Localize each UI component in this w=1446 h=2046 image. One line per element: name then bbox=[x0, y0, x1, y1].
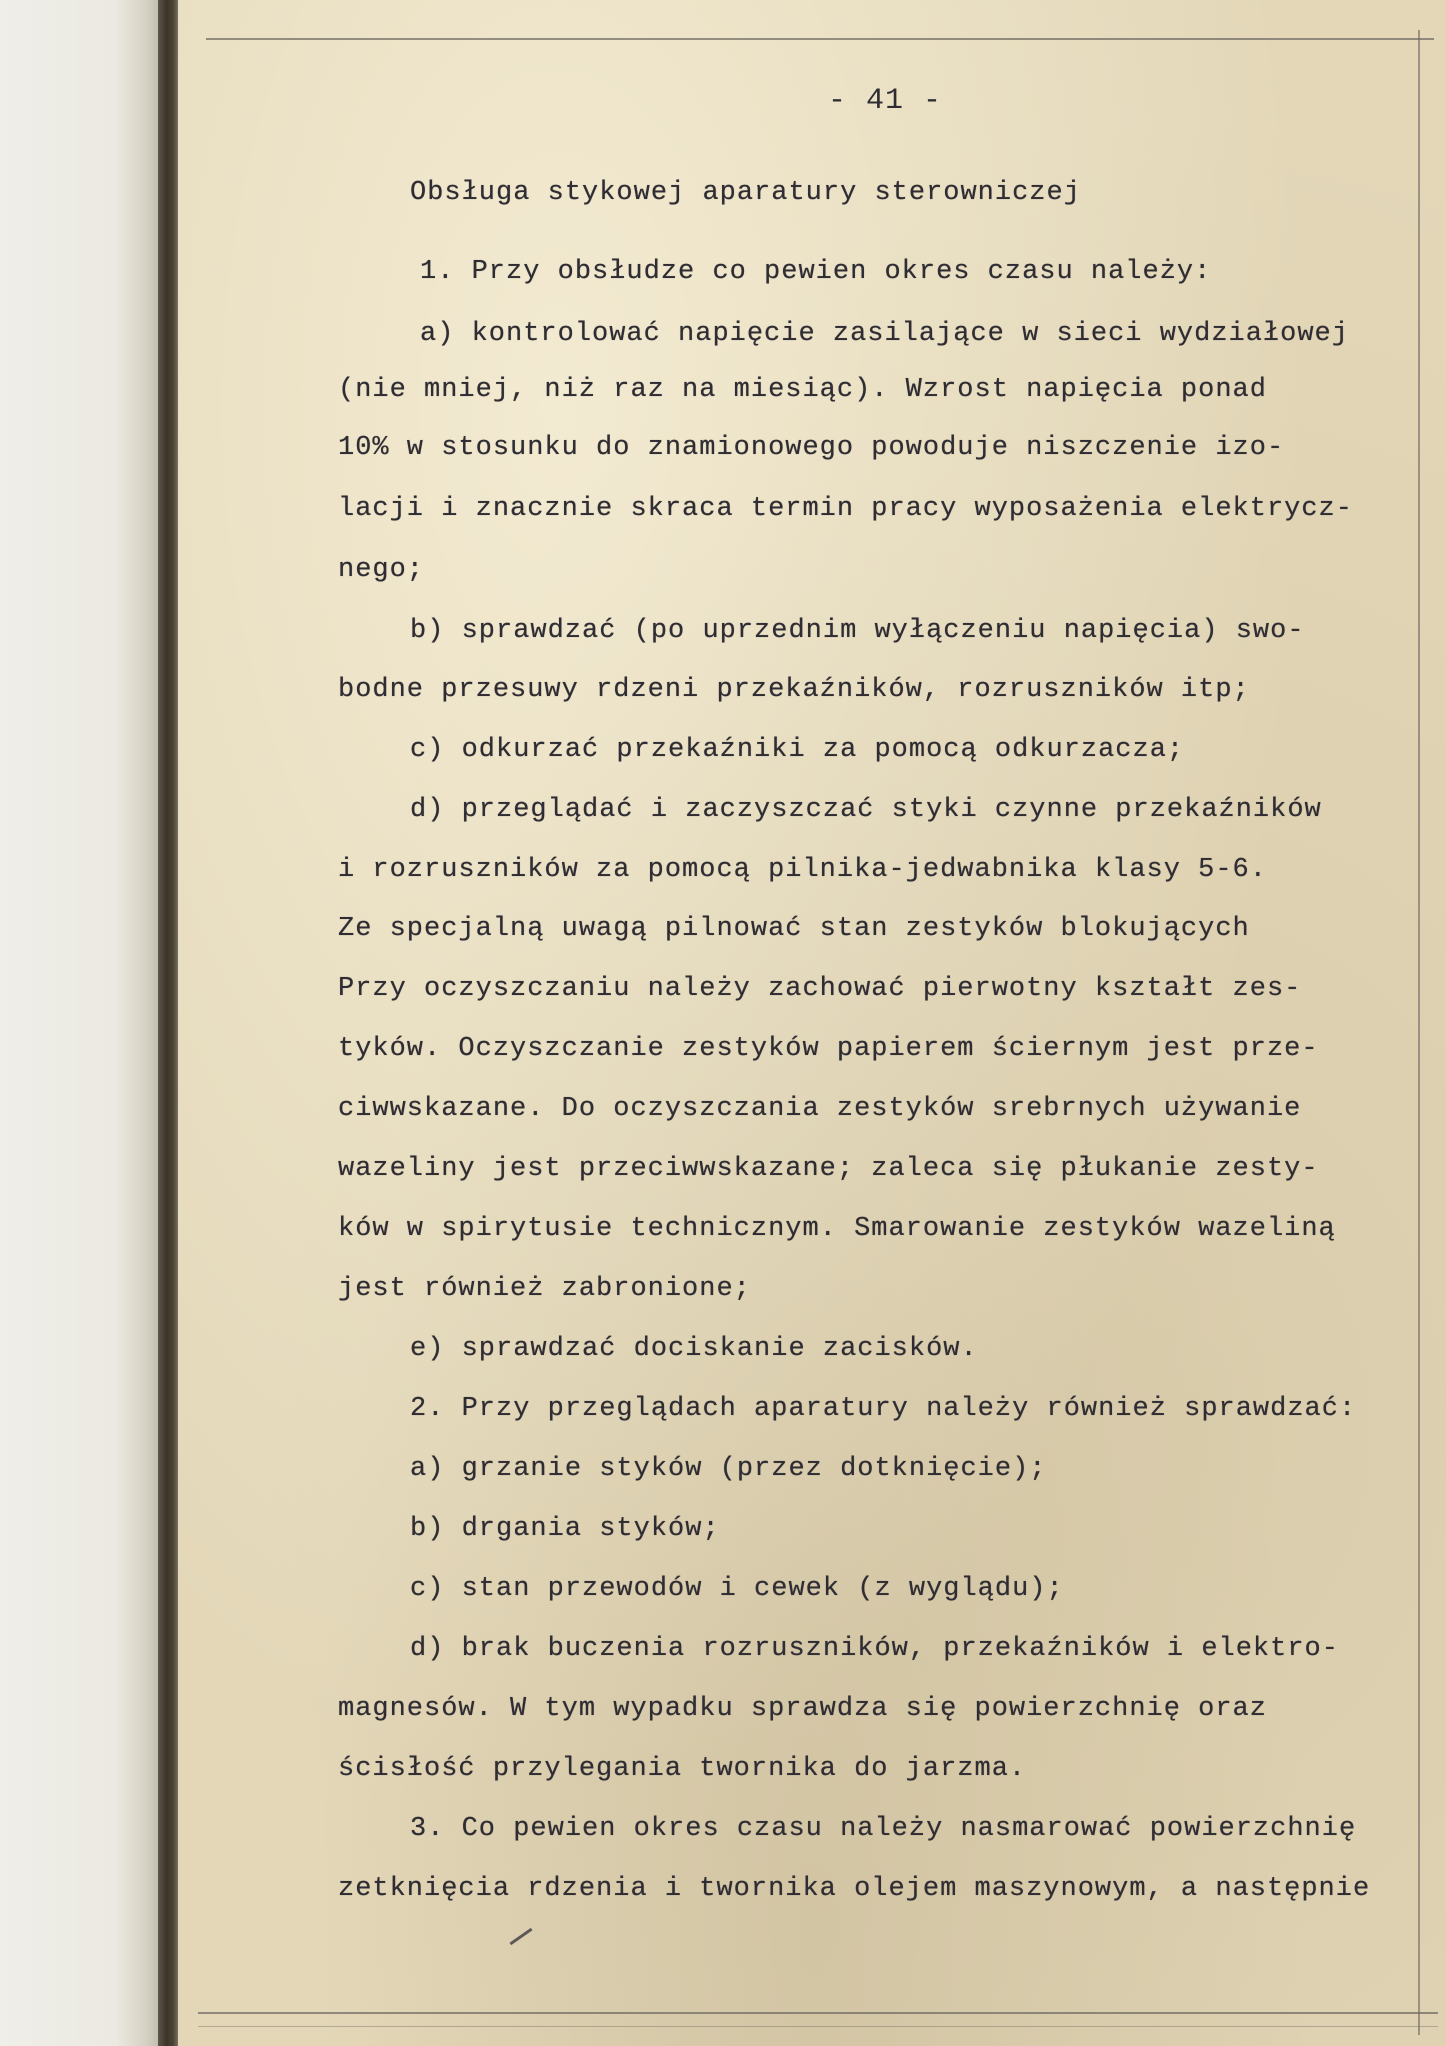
text-line: 10% w stosunku do znamionowego powoduje niszczenie izo- bbox=[338, 433, 1285, 463]
text-line: i rozruszników za pomocą pilnika-jedwabnika klasy 5-6. bbox=[338, 855, 1267, 885]
text-line: jest również zabronione; bbox=[338, 1274, 751, 1304]
left-margin bbox=[0, 0, 165, 2046]
pen-mark bbox=[509, 1928, 532, 1945]
text-line: d) brak buczenia rozruszników, przekaźników i elektro- bbox=[410, 1634, 1339, 1664]
text-line: d) przeglądać i zaczyszczać styki czynne przekaźników bbox=[410, 795, 1322, 825]
text-line: Ze specjalną uwagą pilnować stan zestyków blokujących bbox=[338, 914, 1250, 944]
text-line: ścisłość przylegania twornika do jarzma. bbox=[338, 1754, 1027, 1784]
text-line: e) sprawdzać dociskanie zacisków. bbox=[410, 1334, 978, 1364]
text-line: 3. Co pewien okres czasu należy nasmarować powierzchnię bbox=[410, 1814, 1357, 1844]
text-line: wazeliny jest przeciwwskazane; zaleca się płukanie zesty- bbox=[338, 1154, 1319, 1184]
text-line: Przy oczyszczaniu należy zachować pierwotny kształt zes- bbox=[338, 974, 1302, 1004]
text-line: a) grzanie styków (przez dotknięcie); bbox=[410, 1454, 1047, 1484]
text-line: zetknięcia rdzenia i twornika olejem maszynowym, a następnie bbox=[338, 1874, 1371, 1904]
text-line: b) sprawdzać (po uprzednim wyłączeniu napięcia) swo- bbox=[410, 616, 1305, 646]
text-line: ciwwskazane. Do oczyszczania zestyków srebrnych używanie bbox=[338, 1094, 1302, 1124]
typed-text bbox=[178, 0, 1446, 2046]
text-line: c) stan przewodów i cewek (z wyglądu); bbox=[410, 1574, 1064, 1604]
text-line: a) kontrolować napięcie zasilające w sieci wydziałowej bbox=[420, 319, 1349, 349]
text-line: magnesów. W tym wypadku sprawdza się powierzchnię oraz bbox=[338, 1694, 1267, 1724]
page-number: - 41 - bbox=[828, 84, 943, 118]
text-line: ków w spirytusie technicznym. Smarowanie zestyków wazeliną bbox=[338, 1214, 1336, 1244]
text-line: tyków. Oczyszczanie zestyków papierem ściernym jest prze- bbox=[338, 1034, 1319, 1064]
text-line: c) odkurzać przekaźniki za pomocą odkurzacza; bbox=[410, 735, 1185, 765]
section-heading: Obsługa stykowej aparatury sterowniczej bbox=[410, 178, 1081, 208]
book-binding bbox=[158, 0, 180, 2046]
text-line: bodne przesuwy rdzeni przekaźników, rozruszników itp; bbox=[338, 675, 1250, 705]
text-line: 1. Przy obsłudze co pewien okres czasu należy: bbox=[420, 257, 1212, 287]
text-line: lacji i znacznie skraca termin pracy wyposażenia elektrycz- bbox=[338, 494, 1353, 524]
text-line: nego; bbox=[338, 555, 425, 585]
text-line: (nie mniej, niż raz na miesiąc). Wzrost napięcia ponad bbox=[338, 375, 1267, 405]
paper-sheet bbox=[178, 0, 1446, 2046]
text-line: b) drgania styków; bbox=[410, 1514, 720, 1544]
text-line: 2. Przy przeglądach aparatury należy również sprawdzać: bbox=[410, 1394, 1357, 1424]
